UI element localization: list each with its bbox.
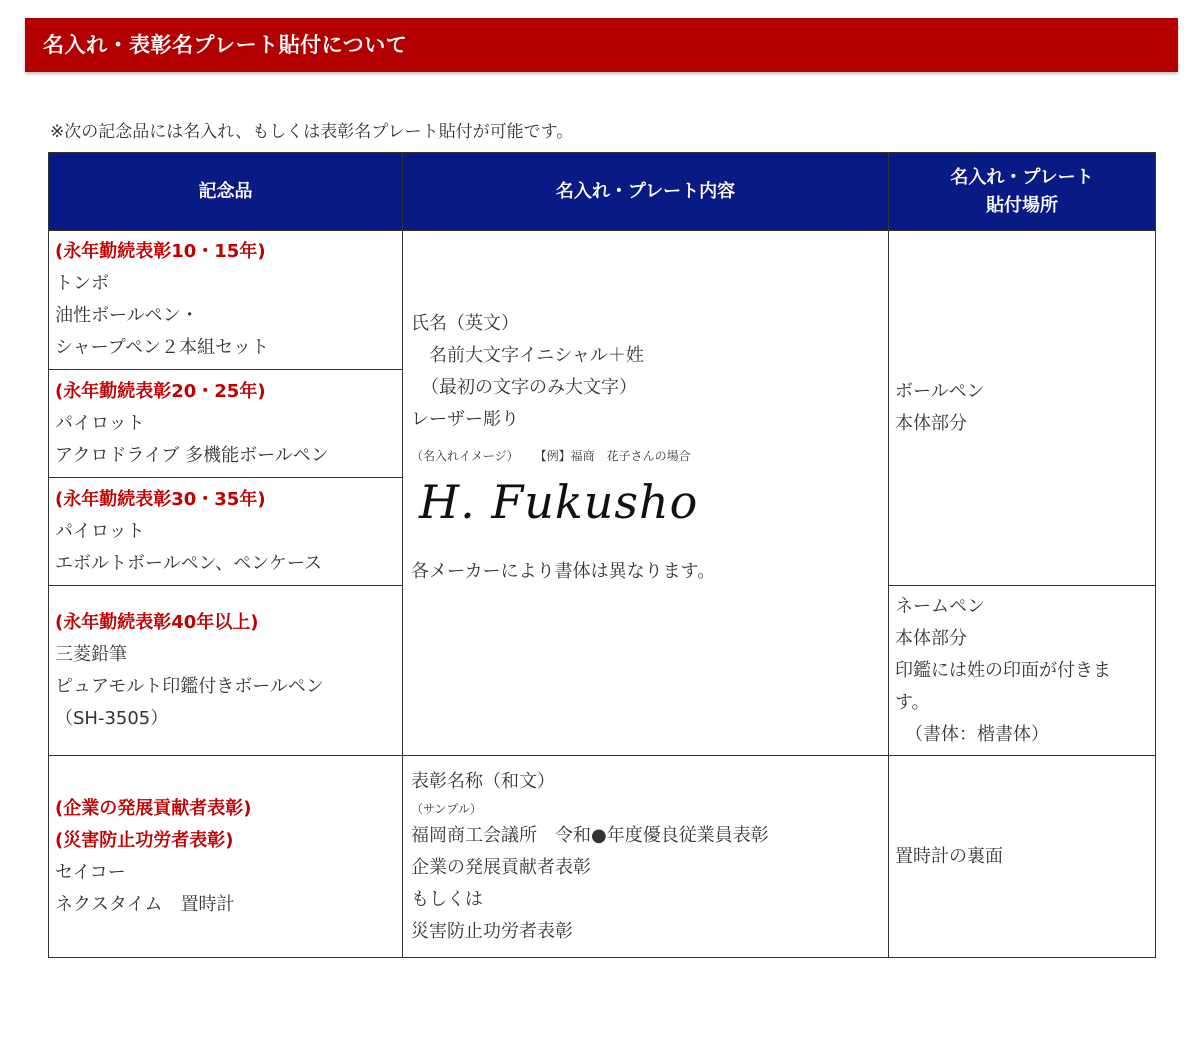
location-line: す。 [895, 691, 930, 713]
gift-line: シャープペン２本組セット [55, 337, 270, 358]
gift-line: 油性ボールペン・ [55, 305, 199, 326]
gift-line: トンボ [55, 273, 109, 294]
gift-line: ネクスタイム 置時計 [55, 893, 235, 915]
location-cell [889, 586, 1156, 756]
gift-line: 三菱鉛筆 [55, 643, 127, 665]
gift-line: アクロドライブ 多機能ボールペン [55, 444, 329, 466]
content-line: 氏名（英文） [411, 313, 519, 334]
sample-caption [411, 446, 880, 466]
location-line: （書体：楷書体） [905, 723, 1049, 745]
award-title: (企業の発展貢献者表彰) [55, 797, 252, 819]
location-line: 印鑑には姓の印面が付きま [895, 659, 1111, 681]
font-note: 各メーカーにより書体は異なります。 [411, 561, 716, 582]
content-line: 災害防止功労者表彰 [411, 920, 573, 942]
gift-cell [49, 586, 403, 756]
engraving-content-cell [403, 756, 889, 958]
engraving-table [48, 152, 1156, 958]
content-line: 企業の発展貢献者表彰 [411, 856, 591, 878]
intro-note: ※次の記念品には名入れ、もしくは表彰名プレート貼付が可能です。 [50, 122, 574, 142]
gift-line: パイロット [55, 412, 145, 434]
gift-cell [49, 231, 403, 370]
header-gift: 記念品 [49, 153, 403, 231]
section-header-bar [25, 18, 1178, 72]
gift-cell [49, 370, 403, 478]
header-location-line1: 名入れ・プレート [950, 166, 1094, 188]
engraving-sample-image: H. Fukusho [419, 475, 699, 529]
gift-line: パイロット [55, 520, 145, 542]
sample-label: （名入れイメージ） [411, 449, 519, 463]
location-line: ボールペン [895, 381, 985, 402]
award-title: (永年勤続表彰30・35年) [55, 488, 266, 510]
location-line: 本体部分 [895, 413, 967, 434]
table-row [49, 756, 1156, 958]
content-line: 福岡商工会議所 令和●年度優良従業員表彰 [411, 824, 769, 846]
engraving-content-cell [403, 231, 889, 756]
sample-label: （サンプル） [411, 801, 482, 816]
content-line: （最初の文字のみ大文字） [421, 377, 637, 398]
header-location [889, 153, 1156, 231]
content-line: レーザー彫り [411, 409, 519, 430]
gift-line: エボルトボールペン、ペンケース [55, 552, 322, 574]
sample-example: 【例】福商 花子さんの場合 [540, 449, 691, 463]
gift-cell [49, 478, 403, 586]
location-line: 本体部分 [895, 627, 967, 649]
gift-line: セイコー [55, 861, 126, 883]
gift-cell [49, 756, 403, 958]
location-line: ネームペン [895, 595, 985, 617]
section-title: 名入れ・表彰名プレート貼付について [43, 33, 408, 57]
content-line: 名前大文字イニシャル＋姓 [429, 345, 644, 366]
award-title: (永年勤続表彰10・15年) [55, 241, 266, 262]
location-cell [889, 231, 1156, 586]
location-cell [889, 756, 1156, 958]
location-line: 置時計の裏面 [895, 845, 1003, 867]
table-header-row [49, 153, 1156, 231]
award-title: (災害防止功労者表彰) [55, 829, 234, 851]
content-line: 表彰名称（和文） [411, 770, 555, 792]
header-location-line2: 貼付場所 [986, 194, 1058, 216]
award-title: (永年勤続表彰20・25年) [55, 380, 266, 402]
header-content: 名入れ・プレート内容 [403, 153, 889, 231]
table-row [49, 231, 1156, 370]
gift-line: ピュアモルト印鑑付きボールペン [55, 675, 324, 697]
gift-line: （SH-3505） [55, 707, 169, 729]
award-title: (永年勤続表彰40年以上) [55, 611, 259, 633]
content-line: もしくは [411, 888, 483, 910]
